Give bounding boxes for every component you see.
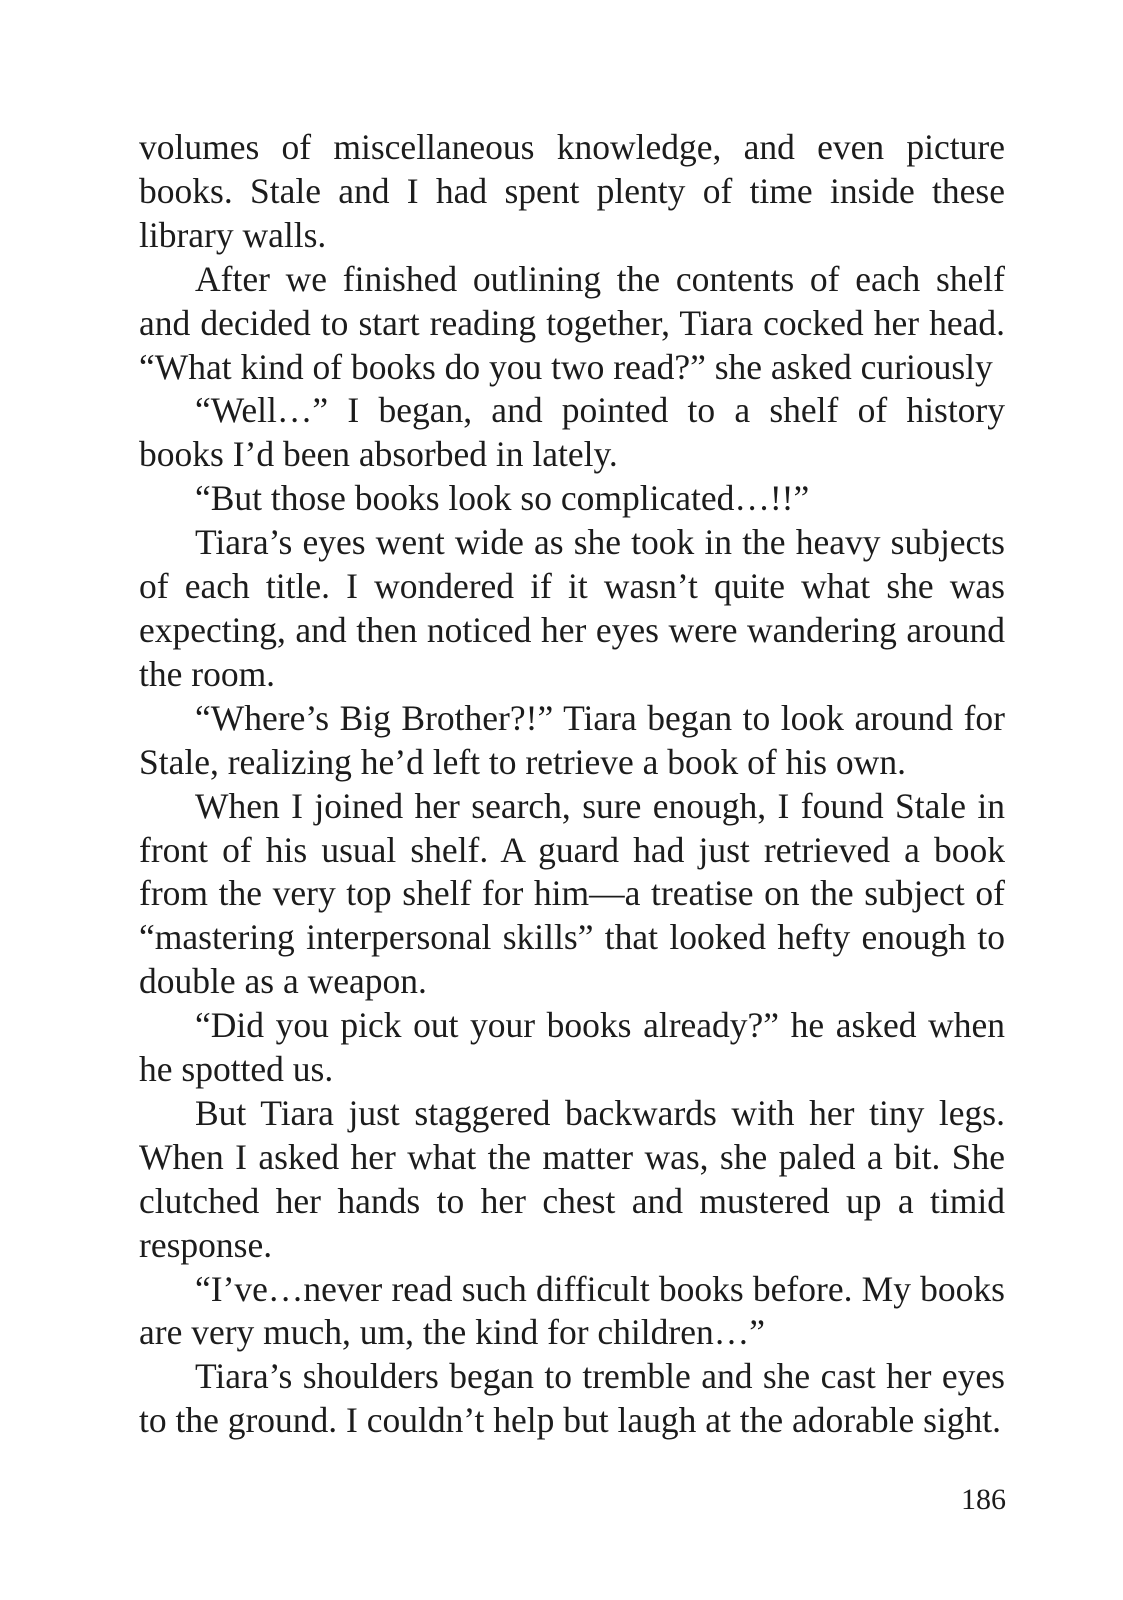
paragraph: “But those books look so complicated…!!” (195, 478, 810, 519)
paragraph: “Well…” I began, and pointed to a shelf of history books I’d been absorbed in lately. (139, 390, 1005, 475)
paragraph: After we finished outlining the contents of each shelf and decided to start reading together, Tiara cocked her head. “What kind of books do you two read?” she asked curiously (139, 258, 1005, 387)
page-number: 186 (961, 1483, 1006, 1516)
body-text (139, 126, 1005, 1443)
paragraph: Tiara’s shoulders began to tremble and she cast her eyes to the ground. I couldn’t help but laugh at the adorable sight. (139, 1356, 1005, 1441)
paragraph: volumes of miscellaneous knowledge, and even picture books. Stale and I had spent plenty of time inside these library walls. (139, 127, 1005, 255)
paragraph: When I joined her search, sure enough, I found Stale in front of his usual shelf. A guard had just retrieved a book from the very top shelf for him—a treatise on the subject of “mastering interpersonal skills” that looked hefty enough to double as a weapon. (139, 785, 1005, 1002)
paragraph: But Tiara just staggered backwards with her tiny legs. When I asked her what the matter was, she paled a bit. She clutched her hands to her chest and mustered up a timid response. (139, 1092, 1005, 1265)
paragraph: “I’ve…never read such difficult books before. My books are very much, um, the kind for children…” (139, 1268, 1005, 1353)
paragraph: “Did you pick out your books already?” he asked when he spotted us. (139, 1005, 1005, 1090)
paragraph: Tiara’s eyes went wide as she took in the heavy subjects of each title. I wondered if it wasn’t quite what she was expecting, and then noticed her eyes were wandering around the room. (139, 522, 1005, 694)
paragraph: “Where’s Big Brother?!” Tiara began to look around for Stale, realizing he’d left to retrieve a book of his own. (139, 697, 1005, 782)
